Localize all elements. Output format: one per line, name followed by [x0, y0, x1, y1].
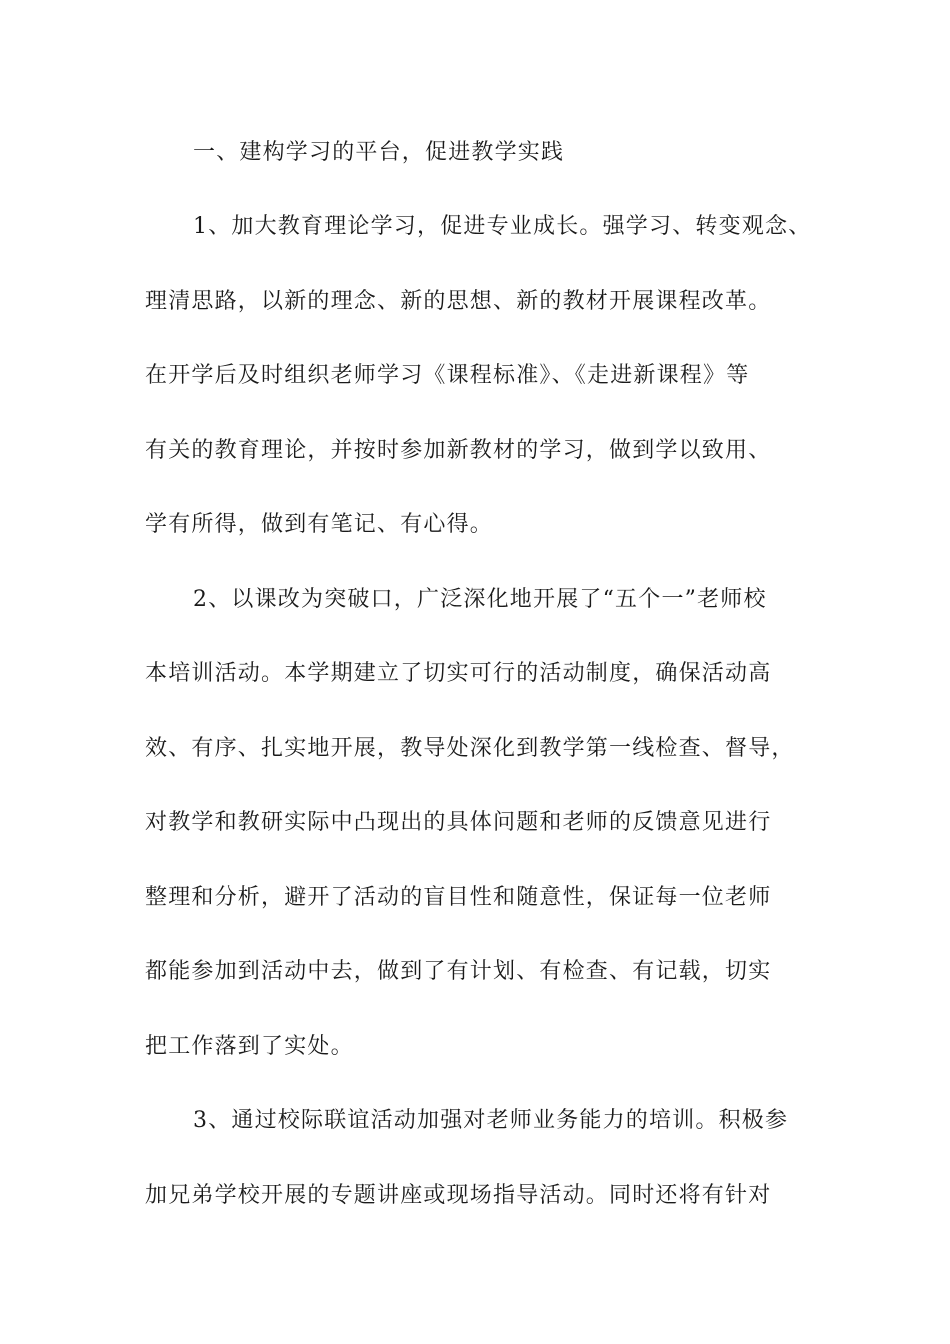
paragraph-line: 对教学和教研实际中凸现出的具体问题和老师的反馈意见进行	[145, 810, 772, 835]
paragraph-line: 有关的教育理论，并按时参加新教材的学习，做到学以致用、	[145, 438, 772, 463]
paragraph-line: 学有所得，做到有笔记、有心得。	[145, 512, 494, 537]
paragraph-line: 把工作落到了实处。	[145, 1034, 354, 1059]
paragraph-line: 整理和分析，避开了活动的盲目性和随意性，保证每一位老师	[145, 885, 772, 910]
paragraph-line: 加兄弟学校开展的专题讲座或现场指导活动。同时还将有针对	[145, 1183, 772, 1208]
paragraph-line: 效、有序、扎实地开展，教导处深化到教学第一线检查、督导，	[145, 736, 795, 761]
paragraph-line: 本培训活动。本学期建立了切实可行的活动制度，确保活动高	[145, 661, 772, 686]
paragraph-line: 在开学后及时组织老师学习《课程标准》、《走进新课程》等	[145, 363, 750, 388]
paragraph-line: 2、以课改为突破口，广泛深化地开展了“五个一”老师校	[193, 587, 767, 612]
paragraph-line: 理清思路，以新的理念、新的思想、新的教材开展课程改革。	[145, 289, 772, 314]
paragraph-line: 1、加大教育理论学习，促进专业成长。强学习、转变观念、	[193, 214, 812, 239]
paragraph-line: 3、通过校际联谊活动加强对老师业务能力的培训。积极参	[193, 1108, 789, 1133]
section-heading: 一、建构学习的平台，促进教学实践	[193, 140, 565, 165]
paragraph-line: 都能参加到活动中去，做到了有计划、有检查、有记载，切实	[145, 959, 772, 984]
